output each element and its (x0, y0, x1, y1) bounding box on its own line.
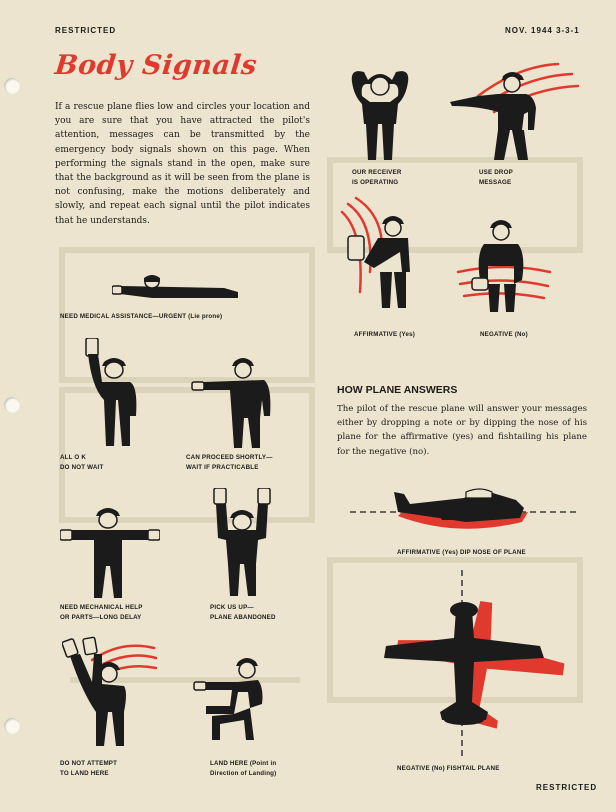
caption-line: MESSAGE (479, 178, 512, 186)
header-date-page: NOV. 1944 3-3-1 (505, 26, 580, 35)
receiver-signal-figure (340, 62, 420, 166)
answers-heading: HOW PLANE ANSWERS (337, 384, 458, 396)
caption-line: NEED MECHANICAL HELP (60, 604, 143, 611)
can-proceed-caption (186, 453, 273, 472)
all-ok-signal-figure (82, 338, 152, 450)
caption-line: Direction of Landing) (210, 769, 277, 777)
negative-signal-figure (454, 206, 554, 316)
land-here-caption (210, 759, 276, 778)
caption-line: DO NOT WAIT (60, 463, 104, 471)
intro-paragraph: If a rescue plane flies low and circles your location and you are sure that you have attracted the pilot's attention, messages can be transmitted by the emergency body signals shown on this page. When performing the signals stand in the open, make sure that the background as it will be seen from the plane is not confusing, make the motions deliberately and slowly, and repeat each signal until the pilot indicates that he understands. (55, 102, 310, 226)
land-here-signal-figure (190, 654, 280, 744)
footer-classification: RESTRICTED (536, 783, 598, 792)
dip-nose-plane-figure (346, 482, 582, 544)
pick-us-up-signal-figure (212, 488, 274, 600)
caption-line: IS OPERATING (352, 178, 399, 186)
affirmative-caption: AFFIRMATIVE (Yes) (354, 331, 416, 338)
caption-line: OUR RECEIVER (352, 169, 402, 176)
caption-line: TO LAND HERE (60, 769, 109, 777)
medical-assistance-signal-figure (112, 272, 244, 304)
answers-paragraph: The pilot of the rescue plane will answer your messages either by dropping a note or by dipping the nose of his plane for the affirmative (yes) and fishtailing his plane for the negative (no). (337, 404, 587, 457)
binder-hole (4, 718, 20, 734)
caption-line: LAND HERE (Point in (210, 760, 277, 767)
negative-caption: NEGATIVE (No) (480, 331, 528, 338)
do-not-land-signal-figure (62, 636, 158, 750)
affirmative-signal-figure (334, 192, 424, 312)
receiver-caption (352, 168, 402, 187)
caption-line: PICK US UP— (210, 604, 254, 611)
caption-line: ALL O K (60, 454, 87, 461)
binder-hole (4, 78, 20, 94)
drop-message-signal-figure (448, 56, 588, 164)
caption-line: DO NOT ATTEMPT (60, 760, 118, 767)
caption-line: PLANE ABANDONED (210, 613, 276, 621)
caption-line: OR PARTS—LONG DELAY (60, 613, 142, 621)
mechanical-help-signal-figure (60, 504, 160, 600)
drop-message-caption (479, 168, 513, 187)
do-not-land-caption (60, 759, 117, 778)
fishtail-plane-figure (368, 570, 568, 756)
page-title: Body Signals (53, 50, 259, 81)
caption-line: CAN PROCEED SHORTLY— (186, 454, 273, 461)
header-classification: RESTRICTED (55, 26, 117, 35)
all-ok-caption (60, 453, 103, 472)
mechanical-help-caption (60, 603, 143, 622)
dip-nose-caption: AFFIRMATIVE (Yes) DIP NOSE OF PLANE (397, 549, 526, 556)
fishtail-caption: NEGATIVE (No) FISHTAIL PLANE (397, 765, 500, 772)
medical-assistance-caption: NEED MEDICAL ASSISTANCE—URGENT (Lie prone) (60, 313, 223, 320)
caption-line: USE DROP (479, 169, 513, 176)
can-proceed-signal-figure (190, 356, 280, 450)
caption-line: WAIT IF PRACTICABLE (186, 463, 259, 471)
binder-hole (4, 397, 20, 413)
pick-us-up-caption (210, 603, 276, 622)
